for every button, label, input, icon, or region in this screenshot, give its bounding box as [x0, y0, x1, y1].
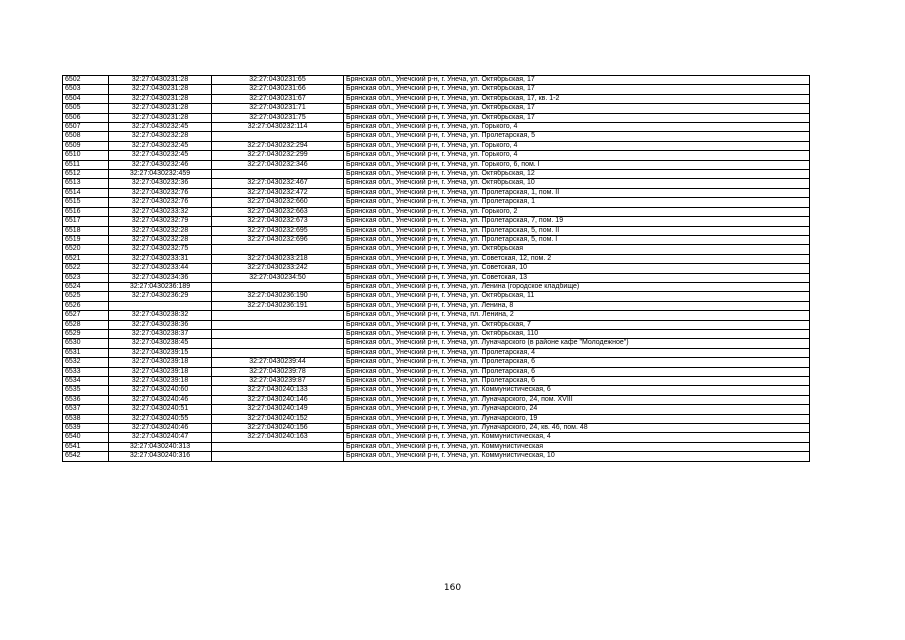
row-number-cell: 6528	[63, 320, 109, 329]
table-row	[63, 141, 810, 150]
address-cell: Брянская обл., Унечский р-н, г. Унеча, ул. Ленина (городское кладбище)	[344, 282, 810, 291]
object-cadastral-number-cell	[212, 348, 344, 357]
row-number-cell: 6509	[63, 141, 109, 150]
address-cell: Брянская обл., Унечский р-н, г. Унеча, ул. Луначарского, 24, кв. 46, пом. 48	[344, 424, 810, 433]
table-row	[63, 160, 810, 169]
object-cadastral-number-cell: 32:27:0430239:44	[212, 358, 344, 367]
object-cadastral-number-cell: 32:27:0430239:87	[212, 377, 344, 386]
row-number-cell: 6523	[63, 273, 109, 282]
row-number-cell: 6521	[63, 254, 109, 263]
land-cadastral-number-cell: 32:27:0430236:189	[109, 282, 212, 291]
row-number-cell: 6515	[63, 198, 109, 207]
row-number-cell: 6526	[63, 301, 109, 310]
land-cadastral-number-cell	[109, 301, 212, 310]
land-cadastral-number-cell: 32:27:0430239:15	[109, 348, 212, 357]
address-cell: Брянская обл., Унечский р-н, г. Унеча, ул. Октябрьская, 10	[344, 179, 810, 188]
object-cadastral-number-cell: 32:27:0430232:695	[212, 226, 344, 235]
object-cadastral-number-cell: 32:27:0430240:152	[212, 414, 344, 423]
row-number-cell: 6511	[63, 160, 109, 169]
row-number-cell: 6506	[63, 113, 109, 122]
table-row	[63, 311, 810, 320]
address-cell: Брянская обл., Унечский р-н, г. Унеча, ул. Пролетарская, 6	[344, 358, 810, 367]
object-cadastral-number-cell	[212, 452, 344, 461]
table-row	[63, 395, 810, 404]
land-cadastral-number-cell: 32:27:0430231:28	[109, 76, 212, 85]
table-row	[63, 226, 810, 235]
address-cell: Брянская обл., Унечский р-н, г. Унеча, ул. Коммунистическая, 6	[344, 386, 810, 395]
object-cadastral-number-cell: 32:27:0430232:114	[212, 123, 344, 132]
object-cadastral-number-cell: 32:27:0430232:673	[212, 217, 344, 226]
address-cell: Брянская обл., Унечский р-н, г. Унеча, ул. Октябрьская, 7	[344, 320, 810, 329]
object-cadastral-number-cell: 32:27:0430232:299	[212, 151, 344, 160]
row-number-cell: 6507	[63, 123, 109, 132]
row-number-cell: 6518	[63, 226, 109, 235]
row-number-cell: 6536	[63, 395, 109, 404]
object-cadastral-number-cell: 32:27:0430240:163	[212, 433, 344, 442]
object-cadastral-number-cell: 32:27:0430232:663	[212, 207, 344, 216]
row-number-cell: 6538	[63, 414, 109, 423]
table-row	[63, 254, 810, 263]
object-cadastral-number-cell	[212, 245, 344, 254]
address-cell: Брянская обл., Унечский р-н, г. Унеча, ул. Пролетарская, 1	[344, 198, 810, 207]
address-cell: Брянская обл., Унечский р-н, г. Унеча, ул. Октябрьская, 17	[344, 113, 810, 122]
row-number-cell: 6520	[63, 245, 109, 254]
address-cell: Брянская обл., Унечский р-н, г. Унеча, ул. Октябрьская, 17	[344, 85, 810, 94]
object-cadastral-number-cell: 32:27:0430231:65	[212, 76, 344, 85]
table-row	[63, 452, 810, 461]
table-row	[63, 282, 810, 291]
row-number-cell: 6532	[63, 358, 109, 367]
object-cadastral-number-cell: 32:27:0430240:133	[212, 386, 344, 395]
land-cadastral-number-cell: 32:27:0430232:75	[109, 245, 212, 254]
table-row	[63, 292, 810, 301]
land-cadastral-number-cell: 32:27:0430240:313	[109, 442, 212, 451]
address-cell: Брянская обл., Унечский р-н, г. Унеча, ул. Октябрьская, 110	[344, 329, 810, 338]
table-row	[63, 442, 810, 451]
row-number-cell: 6527	[63, 311, 109, 320]
table-row	[63, 94, 810, 103]
address-cell: Брянская обл., Унечский р-н, г. Унеча, ул. Горького, 4	[344, 123, 810, 132]
row-number-cell: 6537	[63, 405, 109, 414]
land-cadastral-number-cell: 32:27:0430232:459	[109, 170, 212, 179]
object-cadastral-number-cell: 32:27:0430232:696	[212, 235, 344, 244]
land-cadastral-number-cell: 32:27:0430232:45	[109, 141, 212, 150]
table-row	[63, 405, 810, 414]
land-cadastral-number-cell: 32:27:0430232:46	[109, 160, 212, 169]
address-cell: Брянская обл., Унечский р-н, г. Унеча, ул. Октябрьская, 11	[344, 292, 810, 301]
land-cadastral-number-cell: 32:27:0430232:76	[109, 198, 212, 207]
row-number-cell: 6524	[63, 282, 109, 291]
address-cell: Брянская обл., Унечский р-н, г. Унеча, ул. Советская, 10	[344, 264, 810, 273]
table-row	[63, 301, 810, 310]
table-row	[63, 104, 810, 113]
row-number-cell: 6519	[63, 235, 109, 244]
object-cadastral-number-cell: 32:27:0430233:218	[212, 254, 344, 263]
object-cadastral-number-cell: 32:27:0430239:78	[212, 367, 344, 376]
row-number-cell: 6505	[63, 104, 109, 113]
land-cadastral-number-cell: 32:27:0430240:47	[109, 433, 212, 442]
object-cadastral-number-cell: 32:27:0430240:149	[212, 405, 344, 414]
address-cell: Брянская обл., Унечский р-н, г. Унеча, ул. Пролетарская, 6	[344, 377, 810, 386]
row-number-cell: 6533	[63, 367, 109, 376]
address-cell: Брянская обл., Унечский р-н, г. Унеча, ул. Коммунистическая, 10	[344, 452, 810, 461]
address-cell: Брянская обл., Унечский р-н, г. Унеча, ул. Луначарского, 24, пом. XVIII	[344, 395, 810, 404]
object-cadastral-number-cell: 32:27:0430234:50	[212, 273, 344, 282]
page-number: 160	[443, 583, 462, 593]
records-table	[62, 75, 810, 462]
object-cadastral-number-cell: 32:27:0430236:191	[212, 301, 344, 310]
row-number-cell: 6502	[63, 76, 109, 85]
address-cell: Брянская обл., Унечский р-н, г. Унеча, ул. Пролетарская, 1, пом. II	[344, 188, 810, 197]
object-cadastral-number-cell: 32:27:0430236:190	[212, 292, 344, 301]
address-cell: Брянская обл., Унечский р-н, г. Унеча, ул. Пролетарская, 5, пом. II	[344, 226, 810, 235]
address-cell: Брянская обл., Унечский р-н, г. Унеча, ул. Октябрьская, 17	[344, 76, 810, 85]
row-number-cell: 6503	[63, 85, 109, 94]
table-row	[63, 217, 810, 226]
table-row	[63, 113, 810, 122]
table-row	[63, 123, 810, 132]
land-cadastral-number-cell: 32:27:0430238:45	[109, 339, 212, 348]
address-cell: Брянская обл., Унечский р-н, г. Унеча, ул. Коммунистическая	[344, 442, 810, 451]
object-cadastral-number-cell	[212, 132, 344, 141]
object-cadastral-number-cell: 32:27:0430231:66	[212, 85, 344, 94]
records-table-body	[63, 76, 810, 462]
address-cell: Брянская обл., Унечский р-н, г. Унеча, ул. Луначарского (в районе кафе "Молодежное")	[344, 339, 810, 348]
land-cadastral-number-cell: 32:27:0430239:18	[109, 377, 212, 386]
object-cadastral-number-cell: 32:27:0430231:75	[212, 113, 344, 122]
table-row	[63, 377, 810, 386]
land-cadastral-number-cell: 32:27:0430233:44	[109, 264, 212, 273]
land-cadastral-number-cell: 32:27:0430232:28	[109, 132, 212, 141]
row-number-cell: 6516	[63, 207, 109, 216]
row-number-cell: 6530	[63, 339, 109, 348]
address-cell: Брянская обл., Унечский р-н, г. Унеча, ул. Октябрьская	[344, 245, 810, 254]
address-cell: Брянская обл., Унечский р-н, г. Унеча, ул. Ленина, 8	[344, 301, 810, 310]
table-row	[63, 76, 810, 85]
object-cadastral-number-cell	[212, 320, 344, 329]
land-cadastral-number-cell: 32:27:0430240:316	[109, 452, 212, 461]
address-cell: Брянская обл., Унечский р-н, г. Унеча, ул. Пролетарская, 5, пом. I	[344, 235, 810, 244]
address-cell: Брянская обл., Унечский р-н, г. Унеча, ул. Октябрьская, 17	[344, 104, 810, 113]
row-number-cell: 6529	[63, 329, 109, 338]
object-cadastral-number-cell: 32:27:0430232:660	[212, 198, 344, 207]
row-number-cell: 6542	[63, 452, 109, 461]
table-row	[63, 433, 810, 442]
row-number-cell: 6504	[63, 94, 109, 103]
row-number-cell: 6514	[63, 188, 109, 197]
row-number-cell: 6522	[63, 264, 109, 273]
land-cadastral-number-cell: 32:27:0430240:46	[109, 424, 212, 433]
land-cadastral-number-cell: 32:27:0430239:18	[109, 358, 212, 367]
row-number-cell: 6525	[63, 292, 109, 301]
object-cadastral-number-cell	[212, 282, 344, 291]
table-row	[63, 170, 810, 179]
land-cadastral-number-cell: 32:27:0430232:45	[109, 151, 212, 160]
table-row	[63, 386, 810, 395]
land-cadastral-number-cell: 32:27:0430233:31	[109, 254, 212, 263]
row-number-cell: 6517	[63, 217, 109, 226]
land-cadastral-number-cell: 32:27:0430232:79	[109, 217, 212, 226]
address-cell: Брянская обл., Унечский р-н, г. Унеча, ул. Горького, 2	[344, 207, 810, 216]
table-row	[63, 329, 810, 338]
land-cadastral-number-cell: 32:27:0430231:28	[109, 104, 212, 113]
object-cadastral-number-cell: 32:27:0430232:467	[212, 179, 344, 188]
land-cadastral-number-cell: 32:27:0430231:28	[109, 94, 212, 103]
land-cadastral-number-cell: 32:27:0430232:76	[109, 188, 212, 197]
table-row	[63, 179, 810, 188]
table-row	[63, 198, 810, 207]
address-cell: Брянская обл., Унечский р-н, г. Унеча, ул. Пролетарская, 7, пом. 19	[344, 217, 810, 226]
address-cell: Брянская обл., Унечский р-н, г. Унеча, ул. Пролетарская, 4	[344, 348, 810, 357]
object-cadastral-number-cell	[212, 170, 344, 179]
row-number-cell: 6508	[63, 132, 109, 141]
object-cadastral-number-cell	[212, 311, 344, 320]
table-row	[63, 188, 810, 197]
object-cadastral-number-cell: 32:27:0430240:156	[212, 424, 344, 433]
table-row	[63, 132, 810, 141]
row-number-cell: 6531	[63, 348, 109, 357]
table-row	[63, 320, 810, 329]
address-cell: Брянская обл., Унечский р-н, г. Унеча, ул. Горького, 6, пом. I	[344, 160, 810, 169]
land-cadastral-number-cell: 32:27:0430232:36	[109, 179, 212, 188]
address-cell: Брянская обл., Унечский р-н, г. Унеча, пл. Ленина, 2	[344, 311, 810, 320]
land-cadastral-number-cell: 32:27:0430231:28	[109, 113, 212, 122]
land-cadastral-number-cell: 32:27:0430234:36	[109, 273, 212, 282]
address-cell: Брянская обл., Унечский р-н, г. Унеча, ул. Пролетарская, 6	[344, 367, 810, 376]
table-row	[63, 348, 810, 357]
table-row	[63, 358, 810, 367]
address-cell: Брянская обл., Унечский р-н, г. Унеча, ул. Горького, 4	[344, 141, 810, 150]
object-cadastral-number-cell: 32:27:0430231:67	[212, 94, 344, 103]
row-number-cell: 6541	[63, 442, 109, 451]
row-number-cell: 6513	[63, 179, 109, 188]
table-row	[63, 264, 810, 273]
object-cadastral-number-cell	[212, 442, 344, 451]
table-row	[63, 367, 810, 376]
object-cadastral-number-cell: 32:27:0430233:242	[212, 264, 344, 273]
land-cadastral-number-cell: 32:27:0430233:32	[109, 207, 212, 216]
table-row	[63, 245, 810, 254]
land-cadastral-number-cell: 32:27:0430232:28	[109, 226, 212, 235]
land-cadastral-number-cell: 32:27:0430232:45	[109, 123, 212, 132]
object-cadastral-number-cell	[212, 329, 344, 338]
land-cadastral-number-cell: 32:27:0430232:28	[109, 235, 212, 244]
object-cadastral-number-cell: 32:27:0430231:71	[212, 104, 344, 113]
land-cadastral-number-cell: 32:27:0430238:37	[109, 329, 212, 338]
land-cadastral-number-cell: 32:27:0430238:32	[109, 311, 212, 320]
address-cell: Брянская обл., Унечский р-н, г. Унеча, ул. Октябрьская, 17, кв. 1-2	[344, 94, 810, 103]
row-number-cell: 6539	[63, 424, 109, 433]
row-number-cell: 6540	[63, 433, 109, 442]
table-row	[63, 414, 810, 423]
row-number-cell: 6510	[63, 151, 109, 160]
address-cell: Брянская обл., Унечский р-н, г. Унеча, ул. Луначарского, 19	[344, 414, 810, 423]
land-cadastral-number-cell: 32:27:0430238:36	[109, 320, 212, 329]
land-cadastral-number-cell: 32:27:0430240:51	[109, 405, 212, 414]
table-row	[63, 339, 810, 348]
table-row	[63, 207, 810, 216]
object-cadastral-number-cell: 32:27:0430240:146	[212, 395, 344, 404]
address-cell: Брянская обл., Унечский р-н, г. Унеча, ул. Горького, 4	[344, 151, 810, 160]
row-number-cell: 6512	[63, 170, 109, 179]
table-row	[63, 273, 810, 282]
address-cell: Брянская обл., Унечский р-н, г. Унеча, ул. Пролетарская, 5	[344, 132, 810, 141]
table-row	[63, 424, 810, 433]
land-cadastral-number-cell: 32:27:0430231:28	[109, 85, 212, 94]
land-cadastral-number-cell: 32:27:0430240:46	[109, 395, 212, 404]
object-cadastral-number-cell: 32:27:0430232:472	[212, 188, 344, 197]
land-cadastral-number-cell: 32:27:0430239:18	[109, 367, 212, 376]
land-cadastral-number-cell: 32:27:0430240:55	[109, 414, 212, 423]
object-cadastral-number-cell	[212, 339, 344, 348]
address-cell: Брянская обл., Унечский р-н, г. Унеча, ул. Советская, 12, пом. 2	[344, 254, 810, 263]
row-number-cell: 6535	[63, 386, 109, 395]
address-cell: Брянская обл., Унечский р-н, г. Унеча, ул. Луначарского, 24	[344, 405, 810, 414]
object-cadastral-number-cell: 32:27:0430232:346	[212, 160, 344, 169]
table-row	[63, 85, 810, 94]
land-cadastral-number-cell: 32:27:0430240:60	[109, 386, 212, 395]
address-cell: Брянская обл., Унечский р-н, г. Унеча, ул. Коммунистическая, 4	[344, 433, 810, 442]
object-cadastral-number-cell: 32:27:0430232:294	[212, 141, 344, 150]
address-cell: Брянская обл., Унечский р-н, г. Унеча, ул. Советская, 13	[344, 273, 810, 282]
table-row	[63, 151, 810, 160]
land-cadastral-number-cell: 32:27:0430236:29	[109, 292, 212, 301]
row-number-cell: 6534	[63, 377, 109, 386]
address-cell: Брянская обл., Унечский р-н, г. Унеча, ул. Октябрьская, 12	[344, 170, 810, 179]
table-row	[63, 235, 810, 244]
